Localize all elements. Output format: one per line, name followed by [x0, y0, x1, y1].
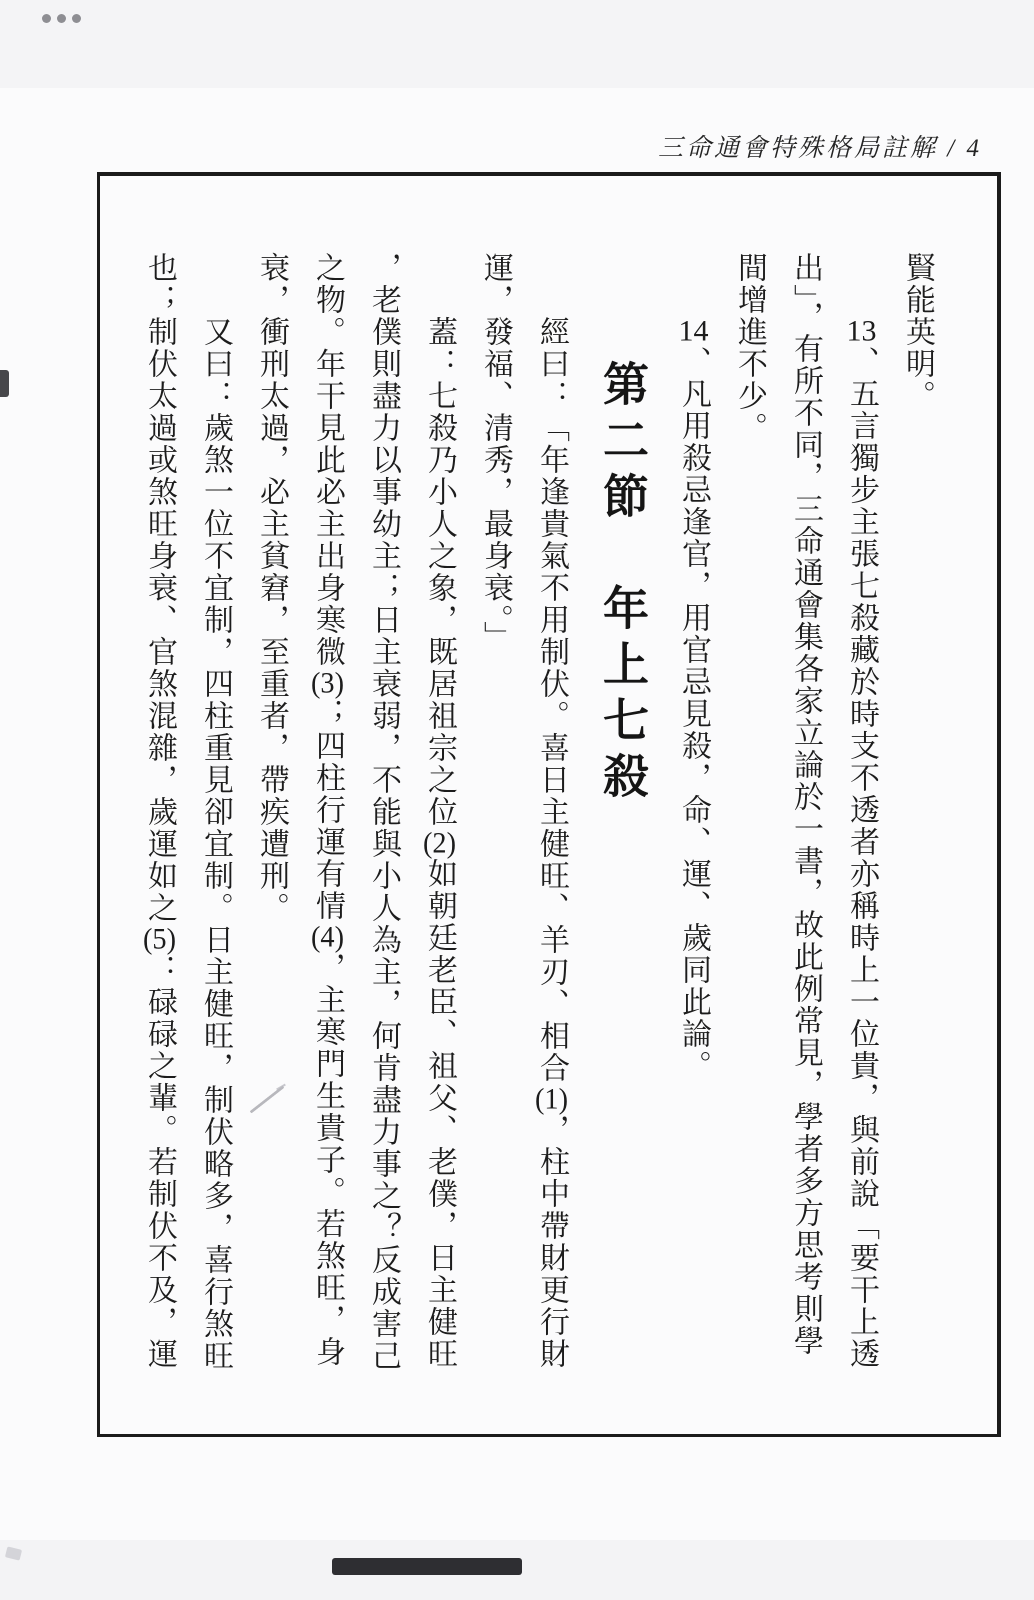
scan-artifact-left-edge [0, 370, 9, 397]
text-column: 賢能英明。 [901, 252, 934, 412]
top-chrome-bar [0, 0, 1034, 88]
text-column: 也；制伏太過或煞旺身衰、官煞混雜，歲運如之(5)：碌碌之輩。若制伏不及，運 [143, 252, 176, 1370]
section-heading: 第二節 年上七殺 [597, 360, 648, 808]
ellipsis-icon [72, 14, 81, 23]
text-column: 又曰：歲煞一位不宜制，四柱重見卻宜制。日主健旺，制伏略多，喜行煞旺 [199, 316, 232, 1372]
vertical-text-block [129, 252, 945, 1416]
scanned-book-page [0, 88, 1034, 1600]
more-menu-button[interactable] [38, 10, 85, 27]
text-column: 蓋：七殺乃小人之象，既居祖宗之位(2)如朝廷老臣、祖父、老僕，日主健旺 [423, 316, 456, 1370]
scan-artifact-bottom-bar [332, 1558, 522, 1575]
text-column: 14、凡用殺忌逢官，用官忌見殺，命、運、歲同此論。 [677, 316, 710, 1082]
text-column: 13、五言獨步主張七殺藏於時支不透者亦稱時上一位貴，與前說「要干上透 [845, 316, 878, 1370]
text-column: 運，發福、清秀，最身衰。」 [479, 252, 512, 653]
ellipsis-icon [42, 14, 51, 23]
text-column: ，老僕則盡力以事幼主；日主衰弱，不能與小人為主，何肯盡力事之？反成害己 [367, 252, 400, 1372]
text-column: 經曰：「年逢貴氣不用制伏。喜日主健旺、羊刃、相合(1)，柱中帶財更行財 [535, 316, 568, 1370]
text-column: 衰，衝刑太過，必主貧窘，至重者，帶疾遭刑。 [255, 252, 288, 924]
text-frame [97, 172, 1001, 1437]
text-column: 出」，有所不同，三命通會集各家立論於一書，故此例常見，學者多方思考則學 [789, 252, 822, 1357]
text-column: 間增進不少。 [733, 252, 766, 444]
text-column: 之物。年干見此必主出身寒微(3)；四柱行運有情(4)，主寒門生貴子。若煞旺，身 [311, 252, 344, 1368]
running-head: 三命通會特殊格局註解 / 4 [658, 135, 982, 162]
ellipsis-icon [57, 14, 66, 23]
